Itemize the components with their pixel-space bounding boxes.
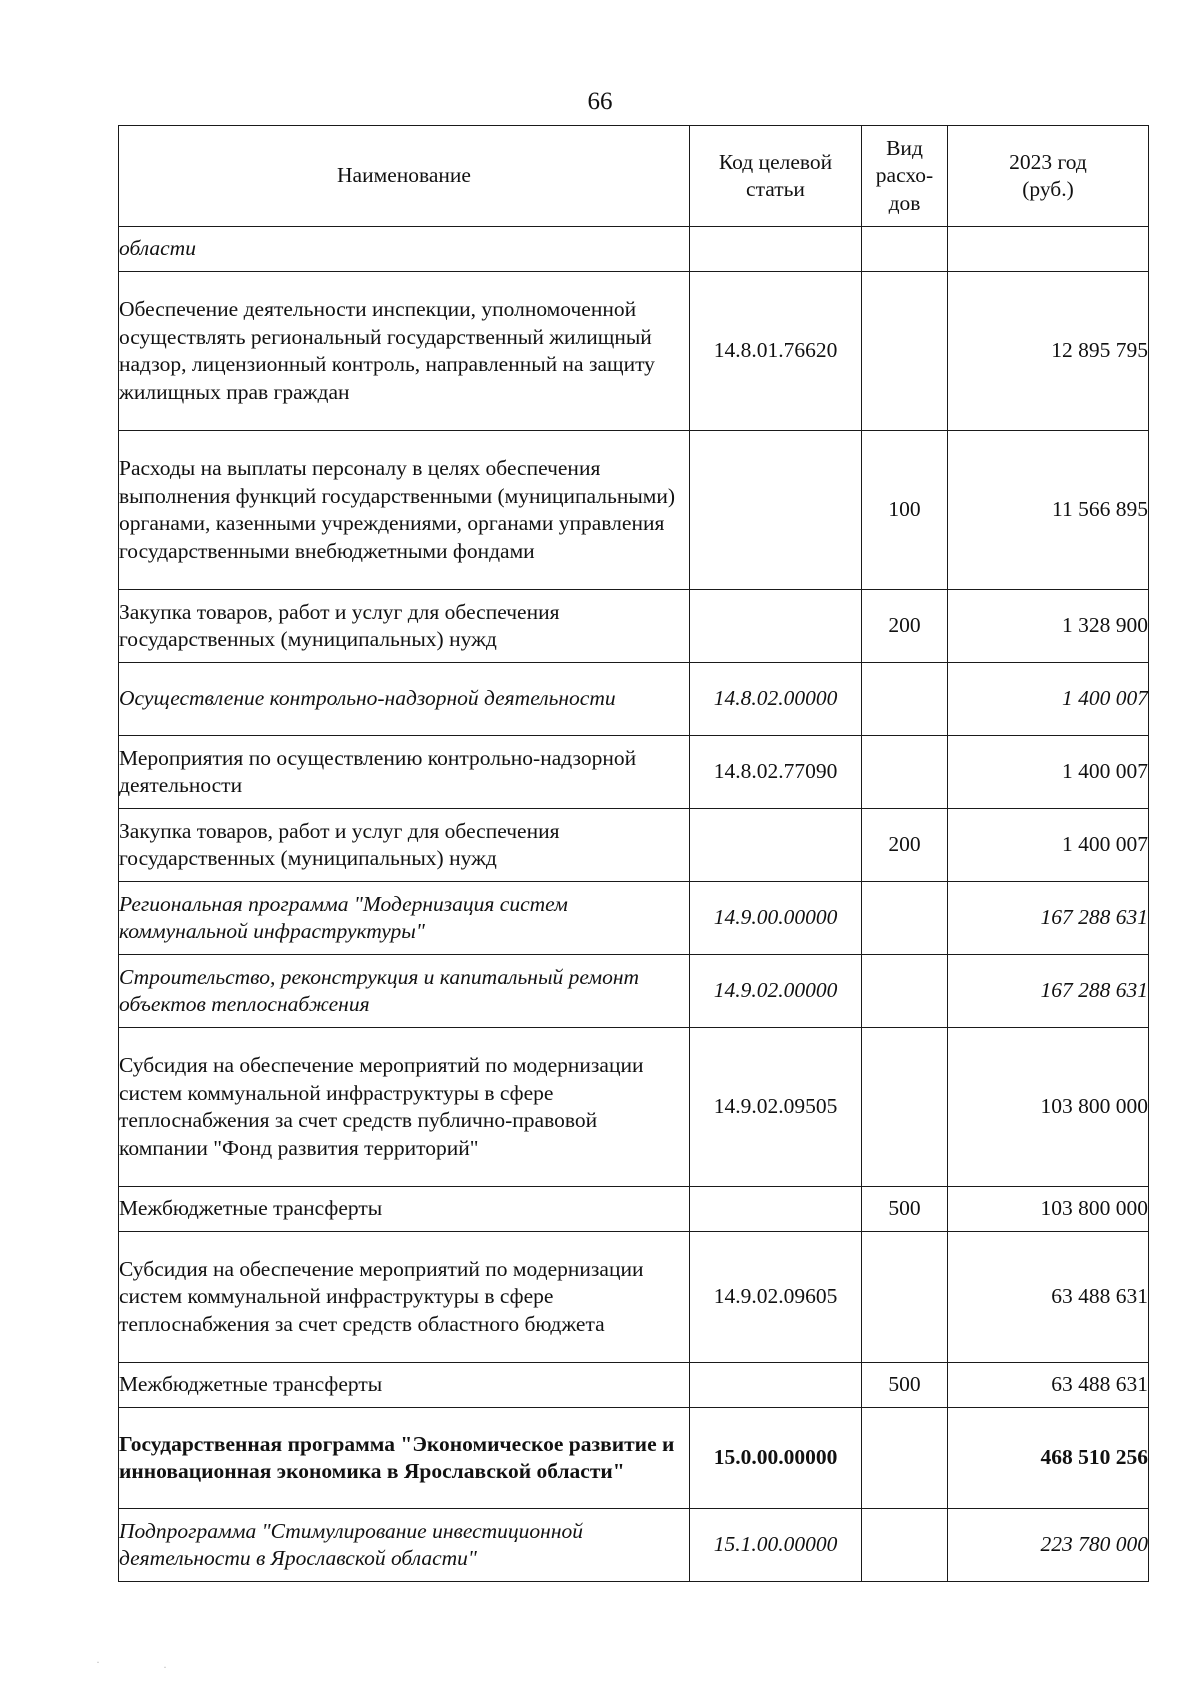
row-type-cell (862, 663, 948, 736)
row-name-cell: Закупка товаров, работ и услуг для обеспечения государственных (муниципальных) нужд (119, 590, 690, 663)
table-row (119, 1028, 1149, 1187)
row-amount-cell: 1 400 007 (948, 809, 1149, 882)
row-name-cell: Обеспечение деятельности инспекции, уполномоченной осуществлять региональный государственный жилищный надзор, лицензионный контроль, направленный на защиту жилищных прав граждан (119, 272, 690, 431)
row-amount-cell (948, 227, 1149, 272)
page-number: 66 (587, 88, 613, 115)
row-code-cell (690, 1187, 862, 1232)
row-name-cell: Государственная программа "Экономическое развитие и инновационная экономика в Ярославской области" (119, 1408, 690, 1509)
table-row (119, 809, 1149, 882)
row-amount-cell: 1 400 007 (948, 663, 1149, 736)
table-row (119, 272, 1149, 431)
row-amount-cell: 63 488 631 (948, 1232, 1149, 1363)
row-code-cell: 15.1.00.00000 (690, 1509, 862, 1582)
row-code-cell (690, 590, 862, 663)
row-amount-cell: 1 400 007 (948, 736, 1149, 809)
row-type-cell: 200 (862, 809, 948, 882)
scan-mark: · (96, 1655, 100, 1669)
row-name-cell: Региональная программа "Модернизация систем коммунальной инфраструктуры" (119, 882, 690, 955)
row-type-cell (862, 272, 948, 431)
row-amount-cell: 468 510 256 (948, 1408, 1149, 1509)
row-code-cell: 14.9.02.00000 (690, 955, 862, 1028)
row-type-cell (862, 227, 948, 272)
row-name-cell: Субсидия на обеспечение мероприятий по модернизации систем коммунальной инфраструктуры в сфере теплоснабжения за счет средств областного бюджета (119, 1232, 690, 1363)
row-amount-cell: 11 566 895 (948, 431, 1149, 590)
scan-mark: · (163, 1660, 167, 1674)
row-code-cell: 14.9.02.09605 (690, 1232, 862, 1363)
row-amount-cell: 12 895 795 (948, 272, 1149, 431)
table-body (119, 227, 1149, 1582)
row-name-cell: Строительство, реконструкция и капитальный ремонт объектов теплоснабжения (119, 955, 690, 1028)
row-name-cell: Межбюджетные трансферты (119, 1187, 690, 1232)
table-row (119, 1232, 1149, 1363)
row-name-cell: Межбюджетные трансферты (119, 1363, 690, 1408)
row-type-cell (862, 1232, 948, 1363)
table-row (119, 227, 1149, 272)
table-row (119, 431, 1149, 590)
row-code-cell (690, 809, 862, 882)
row-name-cell: Подпрограмма "Стимулирование инвестиционной деятельности в Ярославской области" (119, 1509, 690, 1582)
row-code-cell (690, 1363, 862, 1408)
row-amount-cell: 103 800 000 (948, 1187, 1149, 1232)
table-row (119, 955, 1149, 1028)
row-code-cell: 14.9.02.09505 (690, 1028, 862, 1187)
row-code-cell: 14.8.01.76620 (690, 272, 862, 431)
row-type-cell: 500 (862, 1187, 948, 1232)
row-type-cell (862, 1509, 948, 1582)
row-name-cell: области (119, 227, 690, 272)
table-row (119, 1408, 1149, 1509)
table-row (119, 736, 1149, 809)
table-row (119, 1187, 1149, 1232)
row-code-cell: 14.9.00.00000 (690, 882, 862, 955)
row-name-cell: Осуществление контрольно-надзорной деятельности (119, 663, 690, 736)
row-code-cell (690, 431, 862, 590)
row-type-cell: 500 (862, 1363, 948, 1408)
row-name-cell: Субсидия на обеспечение мероприятий по модернизации систем коммунальной инфраструктуры в сфере теплоснабжения за счет средств публично-правовой компании "Фонд развития территорий" (119, 1028, 690, 1187)
row-amount-cell: 223 780 000 (948, 1509, 1149, 1582)
table-row (119, 590, 1149, 663)
row-amount-cell: 1 328 900 (948, 590, 1149, 663)
row-type-cell (862, 1028, 948, 1187)
row-code-cell: 14.8.02.77090 (690, 736, 862, 809)
row-code-cell: 14.8.02.00000 (690, 663, 862, 736)
row-type-cell (862, 955, 948, 1028)
row-code-cell: 15.0.00.00000 (690, 1408, 862, 1509)
row-code-cell (690, 227, 862, 272)
row-type-cell: 200 (862, 590, 948, 663)
row-type-cell: 100 (862, 431, 948, 590)
table-header-row (119, 126, 1149, 227)
row-name-cell: Расходы на выплаты персоналу в целях обеспечения выполнения функций государственными (муниципальными) органами, казенными учреждениями, органами управления государственными внебюджетными фондами (119, 431, 690, 590)
row-type-cell (862, 882, 948, 955)
row-amount-cell: 167 288 631 (948, 882, 1149, 955)
row-amount-cell: 103 800 000 (948, 1028, 1149, 1187)
row-type-cell (862, 736, 948, 809)
table-row (119, 1509, 1149, 1582)
row-name-cell: Закупка товаров, работ и услуг для обеспечения государственных (муниципальных) нужд (119, 809, 690, 882)
table-row (119, 663, 1149, 736)
row-amount-cell: 167 288 631 (948, 955, 1149, 1028)
row-amount-cell: 63 488 631 (948, 1363, 1149, 1408)
header-name: Наименование (119, 126, 690, 227)
table-row (119, 1363, 1149, 1408)
budget-table (118, 125, 1149, 1582)
header-code: Код целевой статьи (690, 126, 862, 227)
row-type-cell (862, 1408, 948, 1509)
row-name-cell: Мероприятия по осуществлению контрольно-надзорной деятельности (119, 736, 690, 809)
header-type: Вид расхо-дов (862, 126, 948, 227)
table-row (119, 882, 1149, 955)
header-amount: 2023 год (руб.) (948, 126, 1149, 227)
